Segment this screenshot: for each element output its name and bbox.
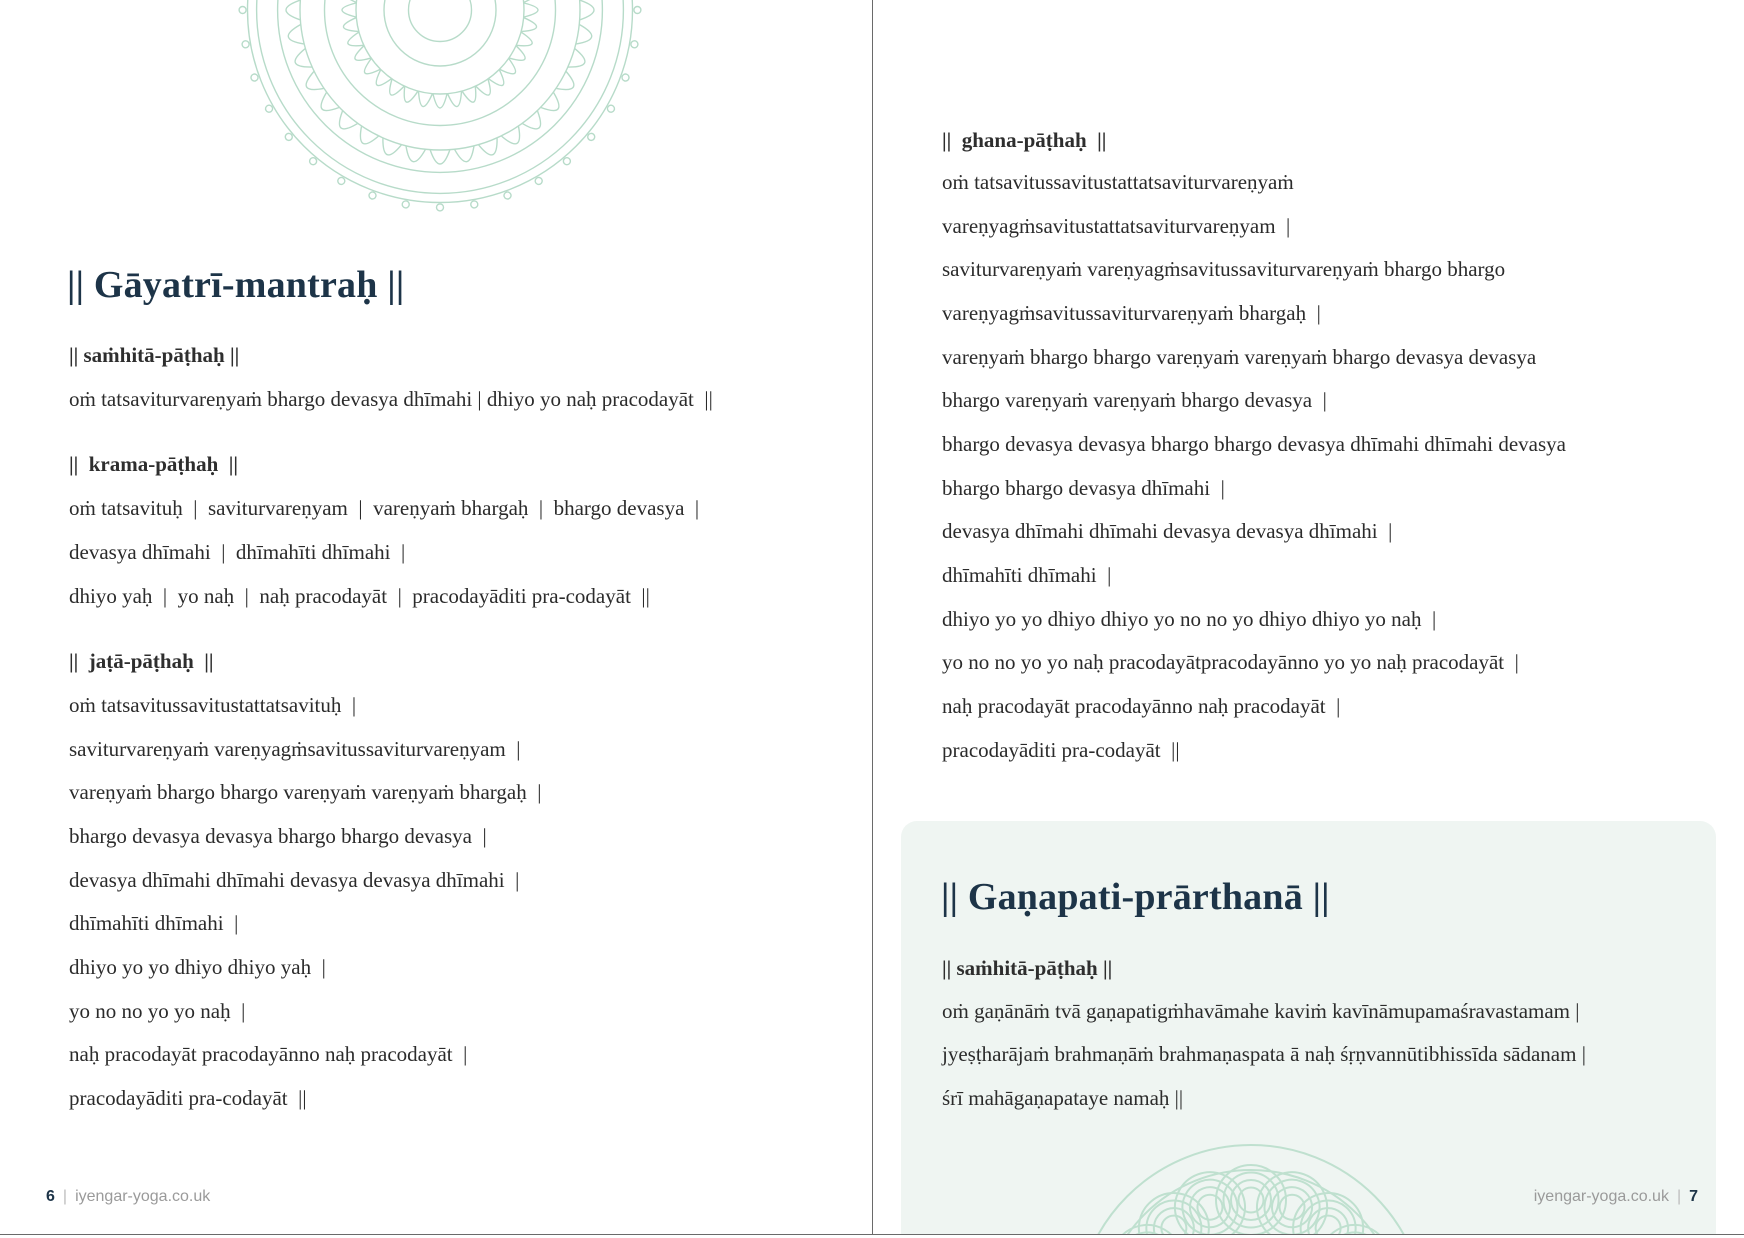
ghana-line: vareṇyaṁ bhargo bhargo vareṇyaṁ vareṇyaṁ bhargo devasya devasya bbox=[942, 345, 1537, 369]
jata-line: devasya dhīmahi dhīmahi devasya devasya dhīmahi | bbox=[69, 868, 520, 892]
page-number: 6 bbox=[46, 1188, 55, 1205]
jata-line: saviturvareṇyaṁ vareṇyagṁsavitussaviturvareṇyam | bbox=[69, 737, 521, 761]
ghana-line: naḥ pracodayāt pracodayānno naḥ pracodayāt | bbox=[942, 694, 1341, 718]
samhita-line: oṁ tatsaviturvareṇyaṁ bhargo devasya dhīmahi | dhiyo yo naḥ pracodayāt || bbox=[69, 387, 713, 411]
footer-site-link[interactable]: iyengar-yoga.co.uk bbox=[1533, 1188, 1669, 1205]
ganapati-line: oṁ gaṇānāṁ tvā gaṇapatigṁhavāmahe kaviṁ kavīnāmupamaśravastamam | bbox=[942, 999, 1580, 1023]
jata-line: yo no no yo yo naḥ | bbox=[69, 999, 246, 1023]
ghana-line: saviturvareṇyaṁ vareṇyagṁsavitussaviturvareṇyaṁ bhargo bhargo bbox=[942, 257, 1506, 281]
page-footer bbox=[1534, 1188, 1698, 1206]
jata-line: dhiyo yo yo dhiyo dhiyo yaḥ | bbox=[69, 955, 326, 979]
ghana-line: vareṇyagṁsavitustattatsaviturvareṇyam | bbox=[942, 214, 1291, 238]
mandala-decoration-icon bbox=[140, 0, 740, 220]
footer-separator: | bbox=[1676, 1188, 1682, 1205]
ghana-line: dhiyo yo yo dhiyo dhiyo yo no no yo dhiyo dhiyo yo naḥ | bbox=[942, 607, 1437, 631]
jata-heading: || jaṭā-pāṭhaḥ || bbox=[69, 649, 214, 673]
ghana-line: pracodayāditi pra-codayāt || bbox=[942, 738, 1180, 762]
ganapati-line: śrī mahāgaṇapataye namaḥ || bbox=[942, 1086, 1184, 1110]
mandala-decoration-icon bbox=[1071, 1140, 1431, 1234]
ghana-line: bhargo vareṇyaṁ vareṇyaṁ bhargo devasya | bbox=[942, 388, 1327, 412]
ghana-line: devasya dhīmahi dhīmahi devasya devasya dhīmahi | bbox=[942, 519, 1393, 543]
krama-line: oṁ tatsavituḥ | saviturvareṇyam | vareṇyaṁ bhargaḥ | bhargo devasya | bbox=[69, 496, 700, 520]
jata-line: naḥ pracodayāt pracodayānno naḥ pracodayāt | bbox=[69, 1042, 468, 1066]
left-page bbox=[0, 0, 872, 1234]
ghana-line: yo no no yo yo naḥ pracodayātpracodayānno yo yo naḥ pracodayāt | bbox=[942, 650, 1519, 674]
ghana-line: dhīmahīti dhīmahi | bbox=[942, 563, 1112, 587]
ghana-line: oṁ tatsavitussavitustattatsaviturvareṇyaṁ bbox=[942, 170, 1294, 194]
ghana-heading: || ghana-pāṭhaḥ || bbox=[942, 128, 1107, 152]
jata-line: pracodayāditi pra-codayāt || bbox=[69, 1086, 307, 1110]
section-title: || Gaṇapati-prārthanā || bbox=[941, 876, 1330, 918]
ghana-line: bhargo devasya devasya bhargo bhargo devasya dhīmahi dhīmahi devasya bbox=[942, 432, 1566, 456]
page-footer bbox=[46, 1188, 210, 1206]
ghana-line: bhargo bhargo devasya dhīmahi | bbox=[942, 476, 1225, 500]
jata-line: vareṇyaṁ bhargo bhargo vareṇyaṁ vareṇyaṁ bhargaḥ | bbox=[69, 780, 542, 804]
page-number: 7 bbox=[1689, 1188, 1698, 1205]
ganapati-line: jyeṣṭharājaṁ brahmaṇāṁ brahmaṇaspata ā naḥ śṛṇvannūtibhissīda sādanam | bbox=[942, 1042, 1586, 1066]
ghana-line: vareṇyagṁsavitussaviturvareṇyaṁ bhargaḥ | bbox=[942, 301, 1321, 325]
krama-heading: || krama-pāṭhaḥ || bbox=[69, 452, 239, 476]
jata-line: oṁ tatsavitussavitustattatsavituḥ | bbox=[69, 693, 357, 717]
page-bottom-rule bbox=[0, 1234, 1744, 1235]
footer-site-link[interactable]: iyengar-yoga.co.uk bbox=[75, 1188, 211, 1205]
page-title: || Gāyatrī-mantraḥ || bbox=[67, 264, 405, 306]
jata-line: dhīmahīti dhīmahi | bbox=[69, 911, 239, 935]
krama-line: devasya dhīmahi | dhīmahīti dhīmahi | bbox=[69, 540, 406, 564]
right-page bbox=[873, 0, 1744, 1234]
krama-line: dhiyo yaḥ | yo naḥ | naḥ pracodayāt | pracodayāditi pra-codayāt || bbox=[69, 584, 650, 608]
samhita-heading: || saṁhitā-pāṭhaḥ || bbox=[942, 956, 1113, 980]
footer-separator: | bbox=[62, 1188, 68, 1205]
jata-line: bhargo devasya devasya bhargo bhargo devasya | bbox=[69, 824, 487, 848]
samhita-heading: || saṁhitā-pāṭhaḥ || bbox=[69, 343, 240, 367]
